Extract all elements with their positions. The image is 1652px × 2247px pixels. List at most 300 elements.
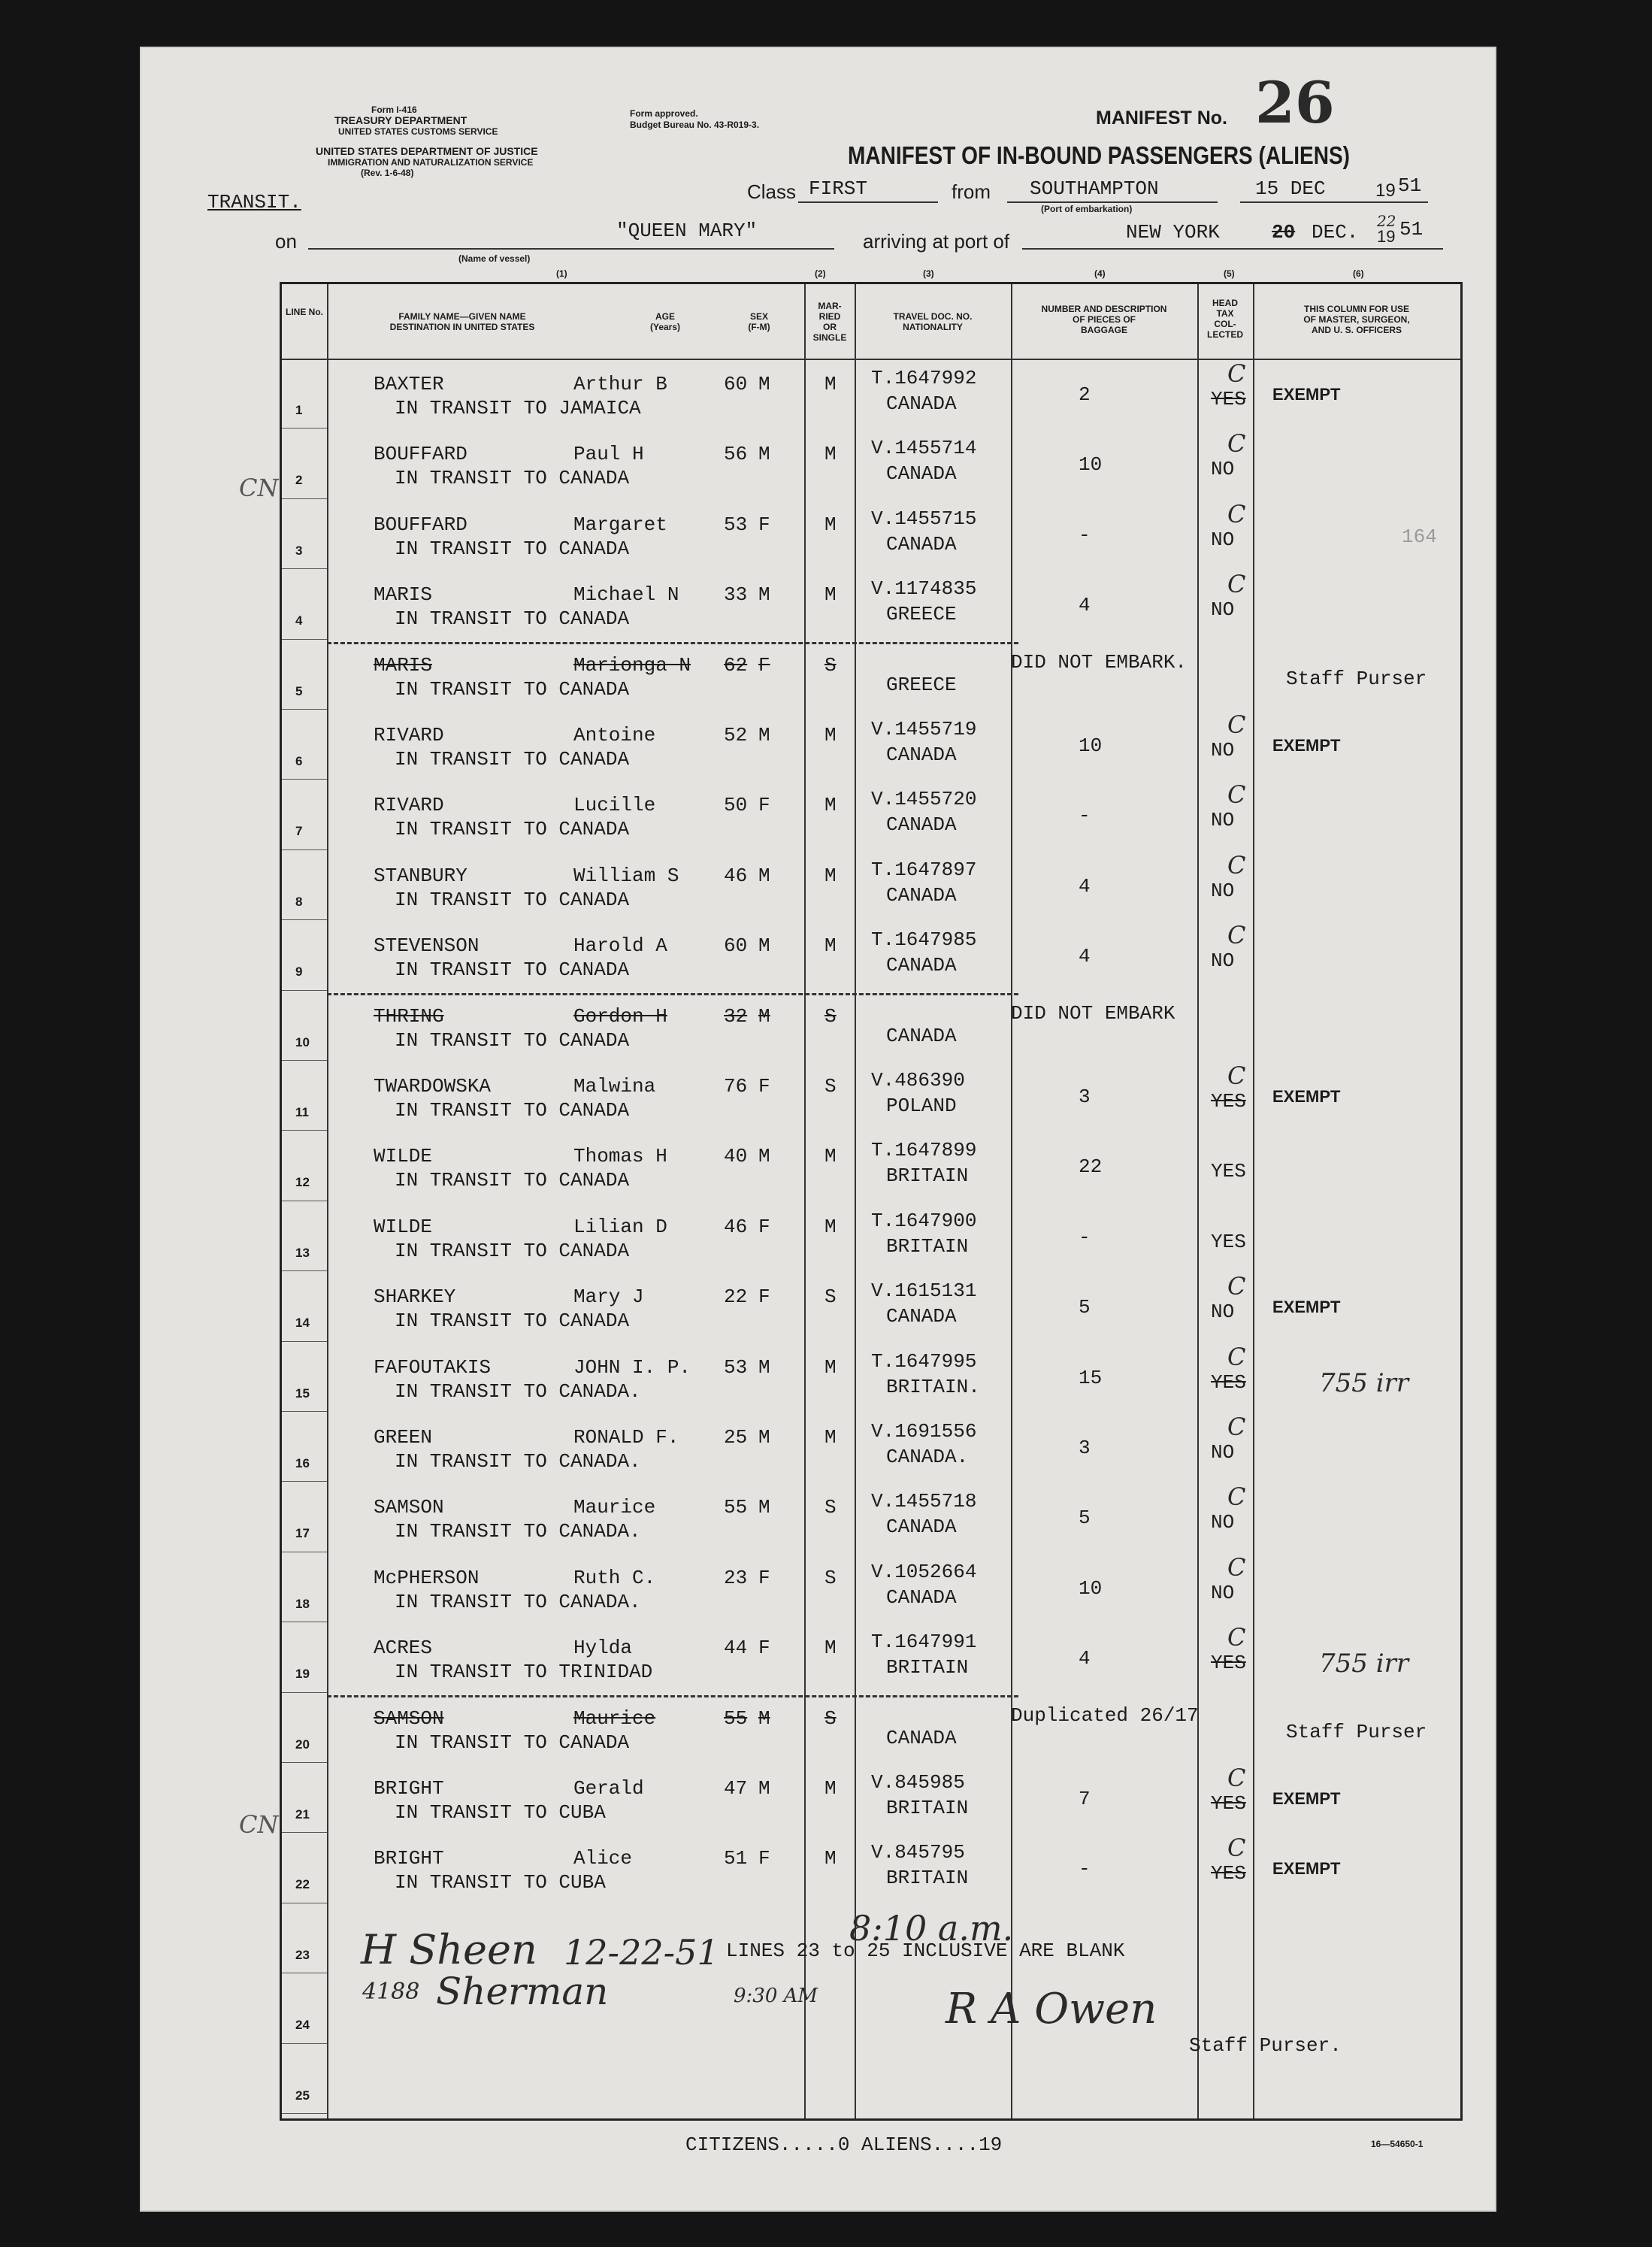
- age: 60: [724, 373, 748, 395]
- table-row: [282, 1553, 1460, 1622]
- table-row: [282, 1202, 1460, 1271]
- col-head-travel: TRAVEL DOC. NO. NATIONALITY: [893, 311, 973, 332]
- table-row: [282, 429, 1460, 498]
- col-head-headtax: HEAD TAX COL- LECTED: [1207, 298, 1243, 340]
- line-number: 17: [295, 1526, 310, 1541]
- line-number: 14: [295, 1316, 310, 1331]
- age: 40: [724, 1145, 748, 1168]
- family-name: SHARKEY: [374, 1286, 456, 1309]
- head-tax: NO: [1211, 739, 1235, 762]
- marital-status: M: [824, 1777, 837, 1800]
- sex: M: [758, 1706, 770, 1730]
- marital-status: S: [824, 1286, 837, 1309]
- marital-status: M: [824, 1637, 837, 1660]
- hand-initials: H Sheen: [361, 1926, 537, 1973]
- head-tax: NO: [1211, 598, 1235, 622]
- family-name: SAMSON: [374, 1706, 444, 1730]
- class-value: FIRST: [809, 177, 868, 200]
- head-tax: YES: [1211, 1230, 1246, 1253]
- destination: IN TRANSIT TO CANADA: [395, 1028, 630, 1052]
- hand-signature-2: Sherman: [436, 1970, 609, 2013]
- line-number: 7: [295, 824, 303, 839]
- table-row: [282, 1343, 1460, 1412]
- nationality: BRITAIN: [886, 1867, 969, 1890]
- purser-title: Staff Purser.: [1189, 2034, 1342, 2057]
- baggage: 10: [1079, 1576, 1103, 1600]
- destination: IN TRANSIT TO CANADA: [395, 1099, 630, 1122]
- arriving-label: arriving at port of: [863, 230, 1010, 253]
- travel-doc-no: T.1647900: [871, 1209, 977, 1232]
- officer-note: EXEMPT: [1272, 1789, 1341, 1808]
- line-number: 16: [295, 1456, 310, 1470]
- given-name: Marionga N: [573, 653, 691, 677]
- given-name: JOHN I. P.: [573, 1355, 691, 1379]
- travel-doc-no: V.1691556: [871, 1420, 977, 1443]
- marital-status: M: [824, 1355, 837, 1379]
- officer-note: EXEMPT: [1272, 1859, 1341, 1879]
- age: 23: [724, 1566, 748, 1589]
- sex: F: [758, 1075, 770, 1098]
- age: 44: [724, 1637, 748, 1660]
- line-number: 10: [295, 1034, 310, 1049]
- hand-second-no: 4188: [362, 1979, 420, 2005]
- totals-line: CITIZENS.....0 ALIENS....19: [685, 2133, 1003, 2156]
- tax-mark: C: [1227, 1623, 1246, 1652]
- family-name: STEVENSON: [374, 934, 480, 958]
- given-name: Michael N: [573, 583, 679, 607]
- given-name: Paul H: [573, 443, 644, 466]
- nationality: BRITAIN: [886, 1164, 969, 1188]
- destination: IN TRANSIT TO CANADA: [395, 1239, 630, 1262]
- tax-mark: C: [1227, 1272, 1246, 1301]
- given-name: Gordon H: [573, 1004, 667, 1028]
- head-tax: NO: [1211, 1301, 1235, 1324]
- col-num-6: (6): [1353, 268, 1364, 279]
- line-number: 20: [295, 1737, 310, 1752]
- table-row: [282, 1131, 1460, 1201]
- baggage: DID NOT EMBARK: [1011, 1001, 1175, 1025]
- line-number: 22: [295, 1877, 310, 1892]
- sex: F: [758, 1286, 770, 1309]
- nationality: BRITAIN: [886, 1797, 969, 1819]
- line-number: 15: [295, 1385, 310, 1401]
- travel-doc-no: V.1455720: [871, 788, 977, 811]
- marital-status: M: [824, 443, 837, 466]
- family-name: RIVARD: [374, 724, 444, 746]
- marital-status: M: [824, 1215, 837, 1238]
- given-name: RONALD F.: [573, 1426, 679, 1449]
- baggage: -: [1079, 1225, 1091, 1249]
- table-row: [282, 780, 1460, 849]
- col-num-1: (1): [556, 268, 567, 279]
- col-head-married: MAR- RIED OR SINGLE: [812, 301, 847, 343]
- nationality: GREECE: [886, 673, 957, 696]
- destination: IN TRANSIT TO CUBA: [395, 1871, 606, 1894]
- print-code: 16—54650-1: [1371, 2139, 1424, 2149]
- tax-mark: C: [1227, 1552, 1246, 1582]
- baggage: -: [1079, 1858, 1091, 1881]
- travel-doc-no: V.1455718: [871, 1490, 977, 1513]
- nationality: BRITAIN.: [886, 1375, 980, 1398]
- destination: IN TRANSIT TO CANADA: [395, 1169, 630, 1192]
- line-number: 1: [295, 403, 303, 417]
- col-head-officers: THIS COLUMN FOR USE OF MASTER, SURGEON, AND U. S. OFFICERS: [1303, 304, 1410, 335]
- head-tax: NO: [1211, 1511, 1235, 1534]
- family-name: STANBURY: [374, 864, 467, 887]
- arrival-day-hand: 22: [1377, 212, 1396, 230]
- head-tax: NO: [1211, 528, 1235, 551]
- manifest-label: MANIFEST No.: [1096, 108, 1227, 129]
- table-row: [282, 1413, 1460, 1482]
- age: 46: [724, 1215, 748, 1238]
- age: 32: [724, 1004, 748, 1028]
- depart-year: 51: [1398, 174, 1422, 197]
- marital-status: M: [824, 1426, 837, 1449]
- head-tax: NO: [1211, 1581, 1235, 1604]
- marital-status: S: [824, 1496, 837, 1519]
- marital-status: S: [824, 1706, 837, 1730]
- destination: IN TRANSIT TO CANADA.: [395, 1520, 641, 1543]
- sex: F: [758, 1847, 770, 1870]
- marital-status: M: [824, 864, 837, 887]
- line-number: 23: [295, 1947, 310, 1962]
- vessel-label: (Name of vessel): [458, 253, 531, 264]
- nationality: POLAND: [886, 1095, 957, 1117]
- blank-lines-note: LINES 23 to 25 INCLUSIVE ARE BLANK: [726, 1940, 1125, 1962]
- officer-note: 164: [1402, 525, 1437, 548]
- table-row: [282, 359, 1460, 429]
- sex: M: [758, 934, 770, 958]
- tax-mark: C: [1227, 921, 1246, 950]
- age: 52: [724, 724, 748, 746]
- tax-mark: C: [1227, 429, 1246, 459]
- travel-doc-no: T.1647995: [871, 1349, 977, 1373]
- travel-doc-no: V.1174835: [871, 577, 977, 601]
- given-name: Arthur B: [573, 373, 667, 395]
- form-approved: Form approved.: [630, 108, 698, 119]
- table-row: [282, 570, 1460, 639]
- given-name: Alice: [573, 1847, 633, 1870]
- line-number: 24: [295, 2018, 310, 2033]
- sex: F: [758, 653, 770, 677]
- nationality: CANADA: [886, 1726, 957, 1749]
- treasury-dept: TREASURY DEPARTMENT: [334, 114, 467, 126]
- age: 51: [724, 1847, 748, 1870]
- age: 47: [724, 1777, 748, 1800]
- baggage: 4: [1079, 1647, 1091, 1670]
- destination: IN TRANSIT TO CANADA: [395, 677, 630, 701]
- head-tax: NO: [1211, 458, 1235, 481]
- baggage: 5: [1079, 1296, 1091, 1319]
- given-name: Maurice: [573, 1496, 656, 1519]
- travel-doc-no: V.1052664: [871, 1560, 977, 1583]
- table-row: [282, 1694, 1460, 1763]
- line-number: 4: [295, 613, 303, 628]
- family-name: McPHERSON: [374, 1566, 480, 1589]
- given-name: Maurice: [573, 1706, 656, 1730]
- arrival-year-prefix: 19: [1377, 227, 1396, 246]
- baggage: 4: [1079, 945, 1091, 968]
- head-tax: NO: [1211, 879, 1235, 902]
- family-name: MARIS: [374, 583, 433, 607]
- marital-status: M: [824, 794, 837, 817]
- marital-status: S: [824, 653, 837, 677]
- destination: IN TRANSIT TO TRINIDAD: [395, 1661, 653, 1684]
- dashed-divider: [327, 993, 1018, 995]
- travel-doc-no: V.845795: [871, 1841, 965, 1864]
- line-number: 6: [295, 754, 303, 768]
- tax-mark: C: [1227, 1482, 1246, 1512]
- col-num-2: (2): [815, 268, 826, 279]
- dashed-divider: [327, 642, 1018, 644]
- line-number: 25: [295, 2088, 310, 2103]
- sex: M: [758, 1496, 770, 1519]
- age: 62: [724, 653, 748, 677]
- tax-mark: C: [1227, 850, 1246, 880]
- line-number: 21: [295, 1807, 310, 1822]
- sex: M: [758, 864, 770, 887]
- officer-note: EXEMPT: [1272, 1087, 1341, 1106]
- nationality: CANADA: [886, 532, 957, 556]
- class-label: Class: [747, 180, 797, 203]
- given-name: Lilian D: [573, 1215, 667, 1238]
- revision: (Rev. 1-6-48): [361, 168, 414, 178]
- line-number: 12: [295, 1175, 310, 1190]
- tax-mark: C: [1227, 710, 1246, 739]
- hand-time: 8:10 a.m.: [849, 1908, 1014, 1949]
- baggage: 10: [1079, 734, 1103, 757]
- tax-mark: C: [1227, 570, 1246, 599]
- arrival-port: NEW YORK: [1126, 221, 1220, 244]
- family-name: WILDE: [374, 1145, 433, 1168]
- nationality: CANADA: [886, 1024, 957, 1047]
- sex: M: [758, 373, 770, 395]
- travel-doc-no: V.845985: [871, 1771, 965, 1794]
- table-row: [282, 1482, 1460, 1552]
- arrival-year: 51: [1399, 218, 1424, 241]
- destination: IN TRANSIT TO CANADA: [395, 607, 630, 631]
- baggage: Duplicated 26/17: [1011, 1703, 1199, 1727]
- transit-label: TRANSIT.: [207, 191, 301, 213]
- travel-doc-no: T.1647897: [871, 858, 977, 881]
- marital-status: M: [824, 1145, 837, 1168]
- given-name: Malwina: [573, 1075, 656, 1098]
- col-head-line: LINE No.: [286, 307, 323, 317]
- col-head-baggage: NUMBER AND DESCRIPTION OF PIECES OF BAGGAGE: [1041, 304, 1167, 335]
- hand-date: 12-22-51: [564, 1932, 719, 1973]
- destination: IN TRANSIT TO CANADA: [395, 537, 630, 560]
- head-tax: NO: [1211, 809, 1235, 832]
- given-name: Margaret: [573, 513, 667, 536]
- table-row: [282, 1061, 1460, 1131]
- baggage: -: [1079, 804, 1091, 828]
- family-name: RIVARD: [374, 794, 444, 817]
- nationality: CANADA: [886, 883, 957, 907]
- given-name: Antoine: [573, 724, 656, 746]
- family-name: BOUFFARD: [374, 443, 467, 466]
- sex: F: [758, 1566, 770, 1589]
- given-name: Gerald: [573, 1777, 644, 1800]
- destination: IN TRANSIT TO CANADA: [395, 467, 630, 490]
- sex: M: [758, 1145, 770, 1168]
- line-number: 11: [295, 1105, 309, 1119]
- sex: M: [758, 1004, 770, 1028]
- baggage: -: [1079, 523, 1091, 547]
- sex: M: [758, 1355, 770, 1379]
- destination: IN TRANSIT TO JAMAICA: [395, 397, 641, 419]
- travel-doc-no: T.1647899: [871, 1139, 977, 1162]
- col-num-5: (5): [1224, 268, 1235, 279]
- marital-status: S: [824, 1566, 837, 1589]
- destination: IN TRANSIT TO CANADA.: [395, 1379, 641, 1403]
- line-number: 19: [295, 1667, 310, 1682]
- destination: IN TRANSIT TO CANADA.: [395, 1450, 641, 1473]
- age: 56: [724, 443, 748, 466]
- nationality: GREECE: [886, 603, 957, 626]
- cn-mark-2: CN: [239, 1810, 279, 1839]
- marital-status: M: [824, 513, 837, 536]
- tax-mark: C: [1227, 1764, 1246, 1792]
- age: 22: [724, 1286, 748, 1309]
- purser-signature: R A Owen: [946, 1985, 1157, 2034]
- travel-doc-no: V.1455714: [871, 437, 977, 460]
- officer-note: EXEMPT: [1272, 385, 1341, 404]
- destination: IN TRANSIT TO CANADA: [395, 1731, 630, 1754]
- travel-doc-no: V.486390: [871, 1069, 965, 1092]
- head-tax: NO: [1211, 1441, 1235, 1464]
- sex: F: [758, 1215, 770, 1238]
- family-name: FAFOUTAKIS: [374, 1355, 492, 1379]
- officer-note: EXEMPT: [1272, 1298, 1341, 1317]
- family-name: MARIS: [374, 653, 433, 677]
- age: 55: [724, 1496, 748, 1519]
- col-head-age: AGE (Years): [649, 311, 681, 332]
- family-name: BRIGHT: [374, 1777, 444, 1800]
- head-tax: NO: [1211, 949, 1235, 973]
- marital-status: M: [824, 724, 837, 746]
- marital-status: M: [824, 373, 837, 395]
- sex: M: [758, 724, 770, 746]
- arrival-month: DEC.: [1312, 221, 1359, 244]
- age: 33: [724, 583, 748, 607]
- destination: IN TRANSIT TO CANADA: [395, 958, 630, 982]
- line-number: 18: [295, 1596, 310, 1611]
- destination: IN TRANSIT TO CANADA: [395, 748, 630, 771]
- col-num-3: (3): [923, 268, 934, 279]
- destination: IN TRANSIT TO CANADA.: [395, 1590, 641, 1613]
- baggage: 10: [1079, 453, 1103, 477]
- form-number: Form I-416: [371, 104, 417, 115]
- tax-mark: C: [1227, 499, 1246, 528]
- given-name: Thomas H: [573, 1145, 667, 1168]
- sex: F: [758, 513, 770, 536]
- head-tax: YES: [1211, 388, 1246, 410]
- marital-status: M: [824, 1847, 837, 1870]
- baggage: 4: [1079, 594, 1091, 617]
- age: 25: [724, 1426, 748, 1449]
- nationality: CANADA.: [886, 1446, 969, 1468]
- age: 53: [724, 1355, 748, 1379]
- officer-note: 755 irr: [1319, 1649, 1409, 1679]
- head-tax: YES: [1211, 1160, 1246, 1183]
- table-row: [282, 1623, 1460, 1692]
- col-head-family: FAMILY NAME—GIVEN NAME DESTINATION IN UNITED STATES: [389, 311, 535, 332]
- baggage: 3: [1079, 1437, 1091, 1459]
- table-row: [282, 1764, 1460, 1833]
- tax-mark: C: [1227, 1413, 1246, 1441]
- baggage: 4: [1079, 874, 1091, 898]
- baggage: 7: [1079, 1788, 1091, 1810]
- sex: F: [758, 794, 770, 817]
- marital-status: M: [824, 934, 837, 958]
- given-name: Hylda: [573, 1637, 633, 1660]
- head-tax: YES: [1211, 1090, 1246, 1113]
- line-number: 9: [295, 965, 303, 980]
- line-number: 5: [295, 683, 303, 698]
- destination: IN TRANSIT TO CANADA: [395, 1310, 630, 1333]
- customs-service: UNITED STATES CUSTOMS SERVICE: [338, 126, 498, 137]
- family-name: ACRES: [374, 1637, 433, 1660]
- given-name: Ruth C.: [573, 1566, 656, 1589]
- dashed-divider: [327, 1695, 1018, 1697]
- age: 55: [724, 1706, 748, 1730]
- nationality: CANADA: [886, 392, 957, 415]
- table-row: [282, 851, 1460, 920]
- baggage: DID NOT EMBARK.: [1011, 650, 1188, 674]
- tax-mark: C: [1227, 1834, 1246, 1863]
- given-name: Mary J: [573, 1286, 644, 1309]
- baggage: 5: [1079, 1507, 1091, 1530]
- baggage: 3: [1079, 1086, 1091, 1108]
- travel-doc-no: V.1455719: [871, 718, 977, 740]
- table-row: [282, 1834, 1460, 1903]
- age: 50: [724, 794, 748, 817]
- line-number: 13: [295, 1245, 310, 1260]
- tax-mark: C: [1227, 359, 1246, 388]
- manifest-title: MANIFEST OF IN-BOUND PASSENGERS (ALIENS): [848, 141, 1351, 169]
- arrival-day-struck: 20: [1272, 221, 1296, 244]
- family-name: GREEN: [374, 1426, 433, 1449]
- officer-note: 755 irr: [1319, 1367, 1409, 1398]
- depart-year-prefix: 19: [1375, 180, 1396, 201]
- marital-status: S: [824, 1004, 837, 1028]
- from-value: SOUTHAMPTON: [1030, 177, 1159, 200]
- table-row: [282, 500, 1460, 569]
- marital-status: S: [824, 1075, 837, 1098]
- nationality: CANADA: [886, 813, 957, 837]
- officer-note: EXEMPT: [1272, 736, 1341, 755]
- budget-bureau: Budget Bureau No. 43-R019-3.: [630, 120, 760, 130]
- age: 53: [724, 513, 748, 536]
- baggage: 15: [1079, 1366, 1103, 1389]
- given-name: Lucille: [573, 794, 656, 817]
- destination: IN TRANSIT TO CANADA: [395, 818, 630, 841]
- nationality: BRITAIN: [886, 1656, 969, 1679]
- table-row: [282, 992, 1460, 1061]
- baggage: 2: [1079, 383, 1091, 406]
- cn-mark-1: CN: [239, 474, 279, 502]
- sex: M: [758, 1777, 770, 1800]
- port-embark-label: (Port of embarkation): [1041, 204, 1133, 214]
- officer-note: Staff Purser: [1286, 667, 1427, 690]
- destination: IN TRANSIT TO CANADA: [395, 888, 630, 911]
- marital-status: M: [824, 583, 837, 607]
- tax-mark: C: [1227, 1061, 1246, 1090]
- head-tax: YES: [1211, 1862, 1246, 1885]
- table-row: [282, 1272, 1460, 1341]
- given-name: William S: [573, 864, 679, 887]
- justice-dept: UNITED STATES DEPARTMENT OF JUSTICE: [316, 145, 538, 157]
